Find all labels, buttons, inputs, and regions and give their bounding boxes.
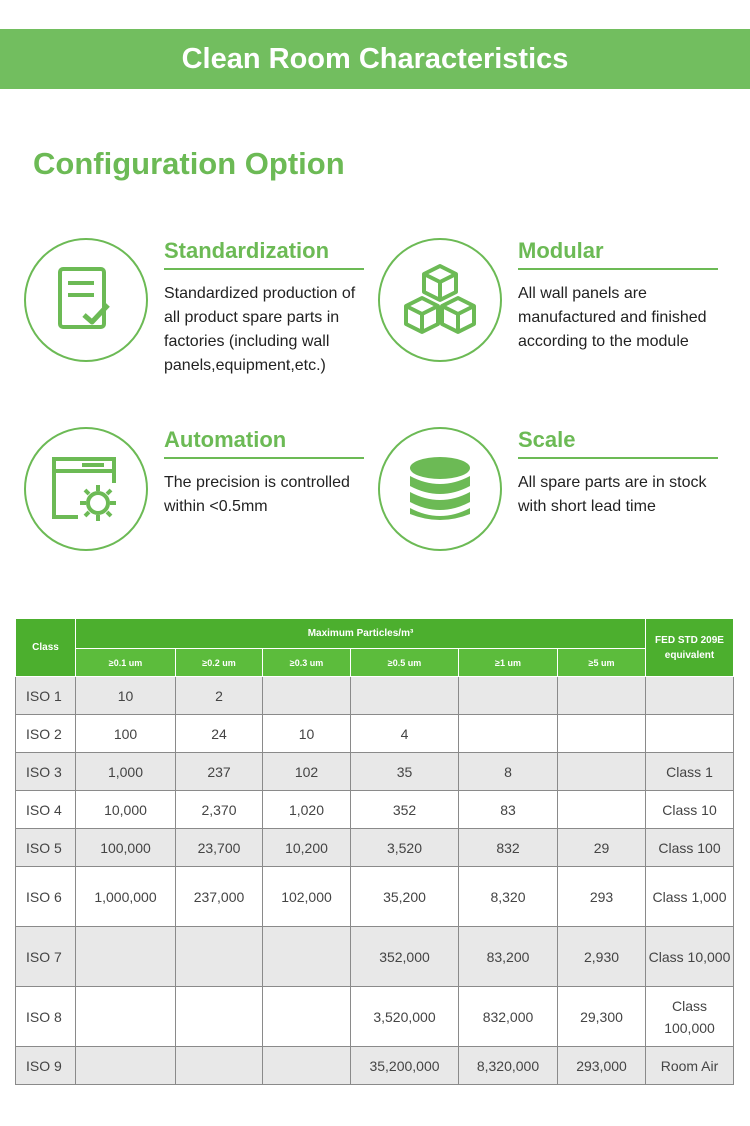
- automation-gear-icon: [48, 453, 124, 525]
- cell-fed: Class 1: [646, 753, 734, 791]
- table-row: [16, 867, 734, 927]
- cell-value: 10: [263, 715, 351, 753]
- header-size: ≥0.3 um: [263, 649, 351, 677]
- cell-value: 352: [351, 791, 459, 829]
- header-size: ≥0.1 um: [76, 649, 176, 677]
- cell-class: ISO 4: [16, 791, 76, 829]
- cell-value: 237: [176, 753, 263, 791]
- table-row: [16, 791, 734, 829]
- cell-value: 10,200: [263, 829, 351, 867]
- cell-value: [176, 927, 263, 987]
- cell-value: 1,000,000: [76, 867, 176, 927]
- cell-value: [558, 715, 646, 753]
- cell-fed: Class 10,000: [646, 927, 734, 987]
- cell-value: 100,000: [76, 829, 176, 867]
- feature-description: The precision is controlled within <0.5mm: [164, 474, 350, 515]
- cell-value: 1,000: [76, 753, 176, 791]
- cell-value: [176, 987, 263, 1047]
- feature-scale: [378, 427, 733, 567]
- feature-description: All wall panels are manufactured and finished according to the module: [518, 285, 707, 350]
- cell-value: 237,000: [176, 867, 263, 927]
- cell-value: 83,200: [459, 927, 558, 987]
- feature-icon-circle: [378, 238, 502, 362]
- cell-fed: [646, 677, 734, 715]
- feature-standardization: [24, 238, 379, 378]
- table-row: [16, 829, 734, 867]
- feature-icon-circle: [24, 238, 148, 362]
- table-row: [16, 677, 734, 715]
- header-size: ≥0.5 um: [351, 649, 459, 677]
- cell-value: 293,000: [558, 1047, 646, 1085]
- header-class: Class: [16, 619, 76, 677]
- cell-value: 23,700: [176, 829, 263, 867]
- cell-class: ISO 1: [16, 677, 76, 715]
- cell-value: [176, 1047, 263, 1085]
- cell-value: [558, 791, 646, 829]
- cell-value: 8,320: [459, 867, 558, 927]
- cubes-icon: [400, 262, 480, 338]
- cell-class: ISO 9: [16, 1047, 76, 1085]
- cell-fed: Room Air: [646, 1047, 734, 1085]
- cell-value: 24: [176, 715, 263, 753]
- table-row: [16, 1047, 734, 1085]
- page-banner: [0, 29, 750, 89]
- checklist-icon: [54, 265, 118, 335]
- cell-fed: [646, 715, 734, 753]
- cell-value: 100: [76, 715, 176, 753]
- cell-fed: Class 1,000: [646, 867, 734, 927]
- feature-automation: [24, 427, 379, 567]
- feature-icon-circle: [24, 427, 148, 551]
- cell-value: 10: [76, 677, 176, 715]
- cell-value: 35,200: [351, 867, 459, 927]
- cell-class: ISO 8: [16, 987, 76, 1047]
- cell-class: ISO 6: [16, 867, 76, 927]
- cell-value: [459, 677, 558, 715]
- cell-class: ISO 3: [16, 753, 76, 791]
- cell-class: ISO 2: [16, 715, 76, 753]
- section-title: Configuration Option: [33, 146, 345, 181]
- table-row: [16, 753, 734, 791]
- cell-value: 352,000: [351, 927, 459, 987]
- header-max-particles: Maximum Particles/m³: [76, 619, 646, 649]
- cell-value: 2,370: [176, 791, 263, 829]
- cell-value: 3,520,000: [351, 987, 459, 1047]
- feature-modular: [378, 238, 733, 378]
- header-size: ≥1 um: [459, 649, 558, 677]
- cell-value: 293: [558, 867, 646, 927]
- feature-title: Standardization: [164, 238, 364, 270]
- cell-value: 29,300: [558, 987, 646, 1047]
- cell-value: [76, 1047, 176, 1085]
- cell-value: 4: [351, 715, 459, 753]
- cell-value: 102: [263, 753, 351, 791]
- iso-class-table: [15, 618, 733, 1085]
- header-size: ≥0.2 um: [176, 649, 263, 677]
- cell-fed: Class 10: [646, 791, 734, 829]
- cell-fed: Class 100,000: [646, 987, 734, 1047]
- cell-class: ISO 7: [16, 927, 76, 987]
- cell-value: 10,000: [76, 791, 176, 829]
- table-row: [16, 927, 734, 987]
- cell-value: 35: [351, 753, 459, 791]
- cell-value: [263, 677, 351, 715]
- cell-value: [263, 927, 351, 987]
- feature-title: Automation: [164, 427, 364, 459]
- feature-title: Modular: [518, 238, 718, 270]
- cell-value: [263, 1047, 351, 1085]
- cell-class: ISO 5: [16, 829, 76, 867]
- feature-title: Scale: [518, 427, 718, 459]
- cell-value: 1,020: [263, 791, 351, 829]
- cell-value: [76, 927, 176, 987]
- cell-fed: Class 100: [646, 829, 734, 867]
- header-size: ≥5 um: [558, 649, 646, 677]
- cell-value: 102,000: [263, 867, 351, 927]
- header-fed-std: FED STD 209E equivalent: [646, 619, 734, 677]
- stack-icon: [407, 454, 473, 524]
- cell-value: 2,930: [558, 927, 646, 987]
- cell-value: [263, 987, 351, 1047]
- cell-value: [558, 753, 646, 791]
- banner-title: Clean Room Characteristics: [181, 42, 569, 75]
- cell-value: [558, 677, 646, 715]
- table-row: [16, 715, 734, 753]
- cell-value: [459, 715, 558, 753]
- cell-value: [76, 987, 176, 1047]
- cell-value: 35,200,000: [351, 1047, 459, 1085]
- cell-value: 2: [176, 677, 263, 715]
- feature-icon-circle: [378, 427, 502, 551]
- cell-value: 8,320,000: [459, 1047, 558, 1085]
- cell-value: 83: [459, 791, 558, 829]
- table-row: [16, 987, 734, 1047]
- cell-value: 832: [459, 829, 558, 867]
- cell-value: 29: [558, 829, 646, 867]
- cell-value: 3,520: [351, 829, 459, 867]
- cell-value: 832,000: [459, 987, 558, 1047]
- cell-value: [351, 677, 459, 715]
- cell-value: 8: [459, 753, 558, 791]
- feature-description: All spare parts are in stock with short lead time: [518, 474, 707, 515]
- feature-description: Standardized production of all product spare parts in factories (including wall panels,equipment,etc.): [164, 285, 356, 374]
